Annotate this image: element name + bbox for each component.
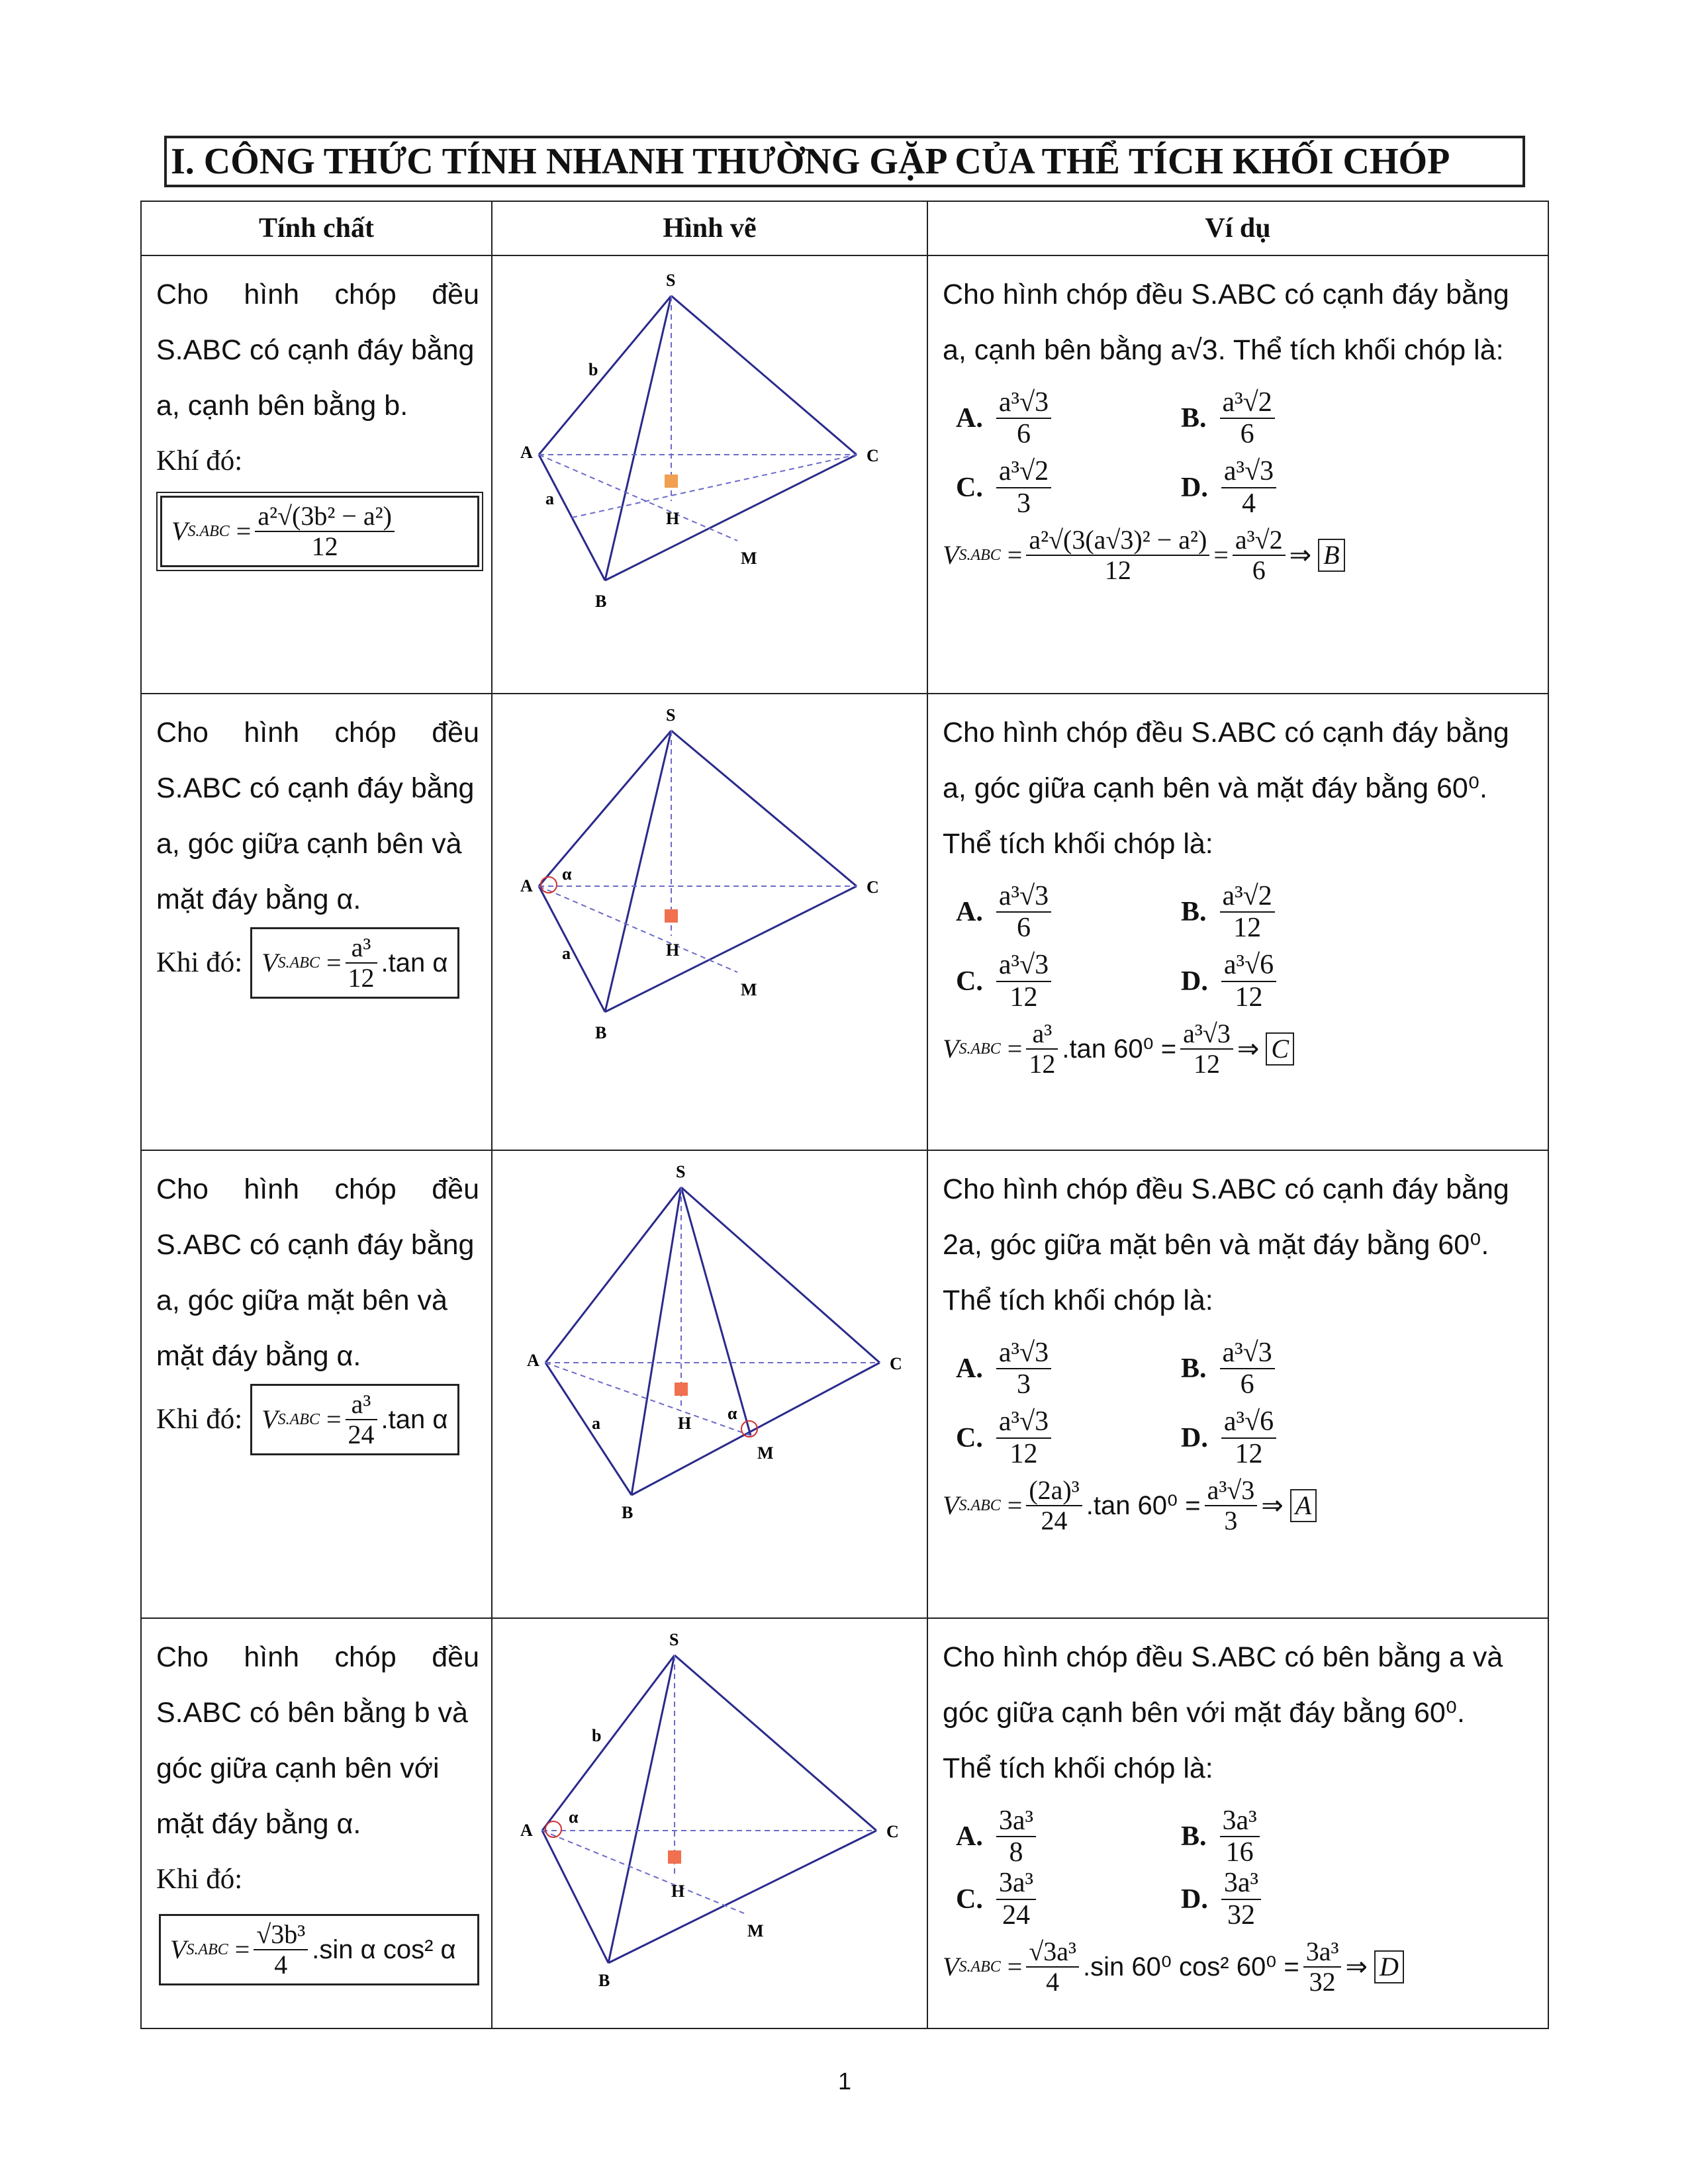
formula-table [140,201,1549,2029]
example-line: a, cạnh bên bằng a√3. Thể tích khối chóp là: [943,334,1504,366]
label-s: S [666,705,676,725]
example-line: a, góc giữa cạnh bên và mặt đáy bằng 60⁰. [943,772,1487,804]
option-num: a³√3 [996,1406,1051,1438]
answer-options [956,387,1536,519]
option-den: 12 [1235,981,1263,1013]
option-den: 16 [1225,1837,1254,1868]
option-den: 12 [1009,981,1038,1013]
option-num: a³√3 [1221,456,1276,488]
option-key: B. [1181,1353,1207,1385]
example-line: Thể tích khối chóp là: [943,1752,1213,1784]
solution-num: a³ [1026,1019,1058,1050]
option-num: 3a³ [996,1868,1036,1899]
option-den: 12 [1233,913,1262,944]
label-edge-b: b [588,360,598,379]
label-h: H [671,1882,685,1901]
property-line: mặt đáy bằng α. [156,884,361,915]
option-den: 6 [1240,419,1254,450]
formula-sub: S.ABC [187,523,230,540]
solution-sub: S.ABC [959,1496,1001,1514]
example-line: Cho hình chóp đều S.ABC có bên bằng a và [943,1641,1503,1673]
option-c[interactable] [956,950,1181,1012]
label-a: A [520,876,533,895]
option-c[interactable] [956,456,1181,518]
option-num: a³√3 [996,950,1051,981]
solution-lhs: V [943,1033,959,1064]
label-h: H [666,509,680,528]
option-den: 8 [1009,1837,1023,1868]
example-cell [927,1618,1548,2028]
example-line: Cho hình chóp đều S.ABC có cạnh đáy bằng [943,717,1509,749]
option-b[interactable] [1181,387,1406,449]
solution-mid: .tan 60⁰ = [1086,1490,1201,1520]
option-b[interactable] [1181,1338,1406,1400]
solution-den: 12 [1104,555,1131,585]
option-c[interactable] [956,1868,1181,1930]
property-line: mặt đáy bằng α. [156,1340,361,1372]
formula-lhs: V [261,1404,278,1434]
figure-cell [492,694,927,1150]
answer-badge: D [1374,1950,1404,1983]
option-den: 24 [1002,1899,1030,1931]
option-b[interactable] [1181,881,1406,943]
solution-sub: S.ABC [959,1040,1001,1058]
property-cell [141,255,492,694]
label-alpha: α [727,1404,737,1423]
header-property: Tính chất [141,201,492,255]
formula-numerator: √3b³ [254,1920,308,1950]
example-cell [927,1150,1548,1618]
label-c: C [890,1354,902,1373]
example-cell [927,255,1548,694]
property-line: a, góc giữa cạnh bên và [156,828,462,860]
answer-options [956,881,1536,1013]
formula-denominator: 12 [311,531,338,561]
solution-res-den: 12 [1194,1048,1221,1079]
label-a: A [527,1351,539,1370]
option-den: 12 [1009,1438,1038,1469]
label-m: M [741,549,757,568]
option-key: A. [956,897,983,928]
example-line: Cho hình chóp đều S.ABC có cạnh đáy bằng [943,279,1509,310]
option-den: 3 [1016,1369,1031,1400]
label-m: M [741,980,757,999]
property-line: S.ABC có cạnh đáy bằng [156,772,475,804]
solution-mid: .sin 60⁰ cos² 60⁰ = [1083,1952,1299,1981]
property-line: Khi đó: [156,947,243,978]
label-h: H [666,940,680,960]
formula-lhs: V [171,516,188,546]
option-num: a³√3 [996,1338,1051,1369]
solution-lhs: V [943,539,959,570]
option-den: 4 [1241,488,1256,519]
option-key: D. [1181,966,1208,997]
option-d[interactable] [1181,1868,1406,1930]
formula-tail: .sin α cos² α [312,1935,456,1964]
option-key: B. [1181,1821,1207,1852]
option-num: a³√6 [1221,950,1276,981]
header-figure: Hình vẽ [492,201,927,255]
solution-formula: V S.ABC = $\frac{\text{√3a³}}{4}$ .sin 60⁰ cos² 60⁰ = $\frac{\text{3a³}}{32}$ ⇒ D [943,1937,1536,1997]
option-num: a³√3 [996,881,1051,913]
option-b[interactable] [1181,1805,1406,1868]
table-header-row [141,201,1548,255]
solution-res-den: 6 [1252,555,1266,585]
option-den: 32 [1227,1899,1255,1931]
option-key: C. [956,966,983,997]
formula-tail: .tan α [381,1405,448,1434]
solution-res-num: a³√2 [1233,525,1286,556]
answer-badge: C [1266,1032,1294,1066]
label-b: B [595,592,607,611]
property-line: Cho hình chóp đều [156,279,479,310]
example-line: Thể tích khối chóp là: [943,1285,1213,1316]
property-line: a, góc giữa mặt bên và [156,1285,447,1316]
label-s: S [669,1630,679,1649]
formula-tail: .tan α [381,948,448,978]
property-line: Khí đó: [156,445,243,477]
option-key: D. [1181,1884,1208,1915]
label-c: C [886,1822,899,1841]
option-key: A. [956,403,983,434]
solution-formula: V S.ABC = $\frac{\text{(2a)³}}{24}$ .tan 60⁰ = $\frac{\text{a³√3}}{3}$ ⇒ A [943,1476,1536,1535]
option-num: 3a³ [1220,1805,1260,1837]
option-a[interactable] [956,1338,1181,1400]
label-b: B [598,1971,610,1990]
option-c[interactable] [956,1406,1181,1469]
solution-den: 24 [1041,1505,1068,1535]
property-line: Khi đó: [156,1864,243,1895]
answer-options [956,1805,1536,1931]
solution-den: 12 [1029,1048,1056,1079]
option-key: C. [956,1422,983,1453]
option-den: 6 [1016,913,1031,944]
option-key: A. [956,1821,983,1852]
solution-lhs: V [943,1951,959,1981]
label-m: M [747,1921,764,1940]
property-line: Cho hình chóp đều [156,717,479,749]
property-line: Khi đó: [156,1404,243,1435]
formula-lhs: V [170,1934,187,1964]
formula-denominator: 12 [348,963,375,993]
label-edge-a: a [592,1414,600,1433]
property-line: Cho hình chóp đều [156,1173,479,1205]
label-h: H [678,1414,692,1433]
formula-sub: S.ABC [277,1411,320,1428]
label-c: C [867,446,879,465]
table-row [141,255,1548,694]
answer-options [956,1338,1536,1469]
solution-res-num: a³√3 [1205,1476,1258,1506]
solution-res-num: a³√3 [1180,1019,1233,1050]
formula-box: V S.ABC = $\frac{\text{a²√(3b² − a²)}}{12}$ [160,496,479,567]
label-b: B [622,1503,633,1522]
page-title: I. CÔNG THỨC TÍNH NHANH THƯỜNG GẶP CỦA THỂ TÍCH KHỐI CHÓP [164,136,1525,187]
solution-res-den: 32 [1309,1966,1336,1997]
label-alpha: α [562,864,572,884]
example-line: Cho hình chóp đều S.ABC có cạnh đáy bằng [943,1173,1509,1205]
option-key: B. [1181,403,1207,434]
option-d[interactable] [1181,950,1406,1012]
label-alpha: α [569,1807,579,1827]
pyramid-figure [492,256,928,693]
answer-badge: A [1290,1489,1317,1522]
example-line: Thể tích khối chóp là: [943,828,1213,860]
formula-denominator: 24 [348,1420,375,1449]
property-line: Cho hình chóp đều [156,1641,479,1673]
table-row [141,1618,1548,2028]
option-key: B. [1181,897,1207,928]
property-cell [141,1150,492,1618]
label-s: S [676,1162,686,1181]
pyramid-figure [492,694,928,1150]
property-line: góc giữa cạnh bên với [156,1752,440,1784]
property-line: a, cạnh bên bằng b. [156,390,408,422]
property-line: S.ABC có cạnh đáy bằng [156,334,475,366]
solution-res-num: 3a³ [1303,1937,1342,1968]
option-den: 6 [1016,419,1031,450]
label-edge-b: b [592,1726,602,1745]
option-key: D. [1181,472,1208,503]
solution-num: (2a)³ [1026,1476,1082,1506]
property-cell [141,1618,492,2028]
formula-denominator: 4 [274,1950,288,1979]
option-num: 3a³ [1221,1868,1261,1899]
formula-numerator: a³ [346,933,377,964]
solution-lhs: V [943,1490,959,1520]
option-den: 3 [1016,488,1031,519]
pyramid-figure [492,1151,928,1617]
formula-numerator: a³ [346,1390,377,1420]
solution-num: a²√(3(a√3)² − a²) [1026,525,1209,556]
example-cell [927,694,1548,1150]
solution-sub: S.ABC [959,1958,1001,1976]
pyramid-figure [492,1619,928,2028]
property-line: mặt đáy bằng α. [156,1808,361,1840]
label-edge-a: a [545,489,554,508]
option-d[interactable] [1181,1406,1406,1469]
table-row [141,1150,1548,1618]
option-a[interactable] [956,1805,1181,1868]
solution-res-den: 3 [1224,1505,1238,1535]
property-cell [141,694,492,1150]
formula-box: V S.ABC = $\frac{\text{a³}}{12}$ .tan α [250,927,459,999]
figure-cell [492,255,927,694]
option-a[interactable] [956,881,1181,943]
label-a: A [520,443,533,462]
page-number: 1 [838,2068,852,2095]
option-a[interactable] [956,387,1181,449]
solution-formula: V S.ABC = $\frac{\text{a³}}{12}$ .tan 60⁰ = $\frac{\text{a³√3}}{12}$ ⇒ C [943,1019,1536,1079]
figure-cell [492,1618,927,2028]
formula-box: V S.ABC = $\frac{\text{a³}}{24}$ .tan α [250,1384,459,1455]
solution-den: 4 [1046,1966,1060,1997]
label-s: S [666,271,676,290]
option-d[interactable] [1181,456,1406,518]
option-den: 6 [1240,1369,1254,1400]
option-key: D. [1181,1422,1208,1453]
property-line: S.ABC có bên bằng b và [156,1697,468,1729]
example-line: 2a, góc giữa mặt bên và mặt đáy bằng 60⁰. [943,1229,1489,1261]
label-m: M [757,1443,774,1463]
option-num: a³√2 [1220,387,1275,419]
option-num: a³√2 [996,456,1051,488]
formula-lhs: V [261,948,278,978]
answer-badge: B [1318,539,1344,572]
formula-sub: S.ABC [277,954,320,972]
property-line: S.ABC có cạnh đáy bằng [156,1229,475,1261]
option-num: a³√3 [1220,1338,1275,1369]
label-a: A [520,1821,533,1840]
table-row [141,694,1548,1150]
label-b: B [595,1023,607,1042]
label-edge-a: a [562,944,571,963]
option-num: a³√2 [1220,881,1275,913]
option-den: 12 [1235,1438,1263,1469]
label-c: C [867,878,879,897]
option-num: a³√6 [1221,1406,1276,1438]
option-key: C. [956,472,983,503]
option-num: a³√3 [996,387,1051,419]
solution-formula: V S.ABC = $\frac{\text{a²√(3(a√3)² − a²)}}{12}$ = $\frac{\text{a³√2}}{6}$ ⇒ B [943,525,1536,585]
formula-numerator: a²√(3b² − a²) [255,502,395,532]
option-key: C. [956,1884,983,1915]
figure-cell [492,1150,927,1618]
option-key: A. [956,1353,983,1385]
formula-sub: S.ABC [186,1941,228,1958]
solution-num: √3a³ [1026,1937,1079,1968]
formula-box: V S.ABC = $\frac{\text{√3b³}}{4}$ .sin α cos² α [159,1914,479,1985]
option-num: 3a³ [996,1805,1036,1837]
solution-sub: S.ABC [959,546,1001,564]
solution-mid: .tan 60⁰ = [1062,1034,1177,1064]
example-line: góc giữa cạnh bên với mặt đáy bằng 60⁰. [943,1697,1465,1729]
header-example: Ví dụ [927,201,1548,255]
